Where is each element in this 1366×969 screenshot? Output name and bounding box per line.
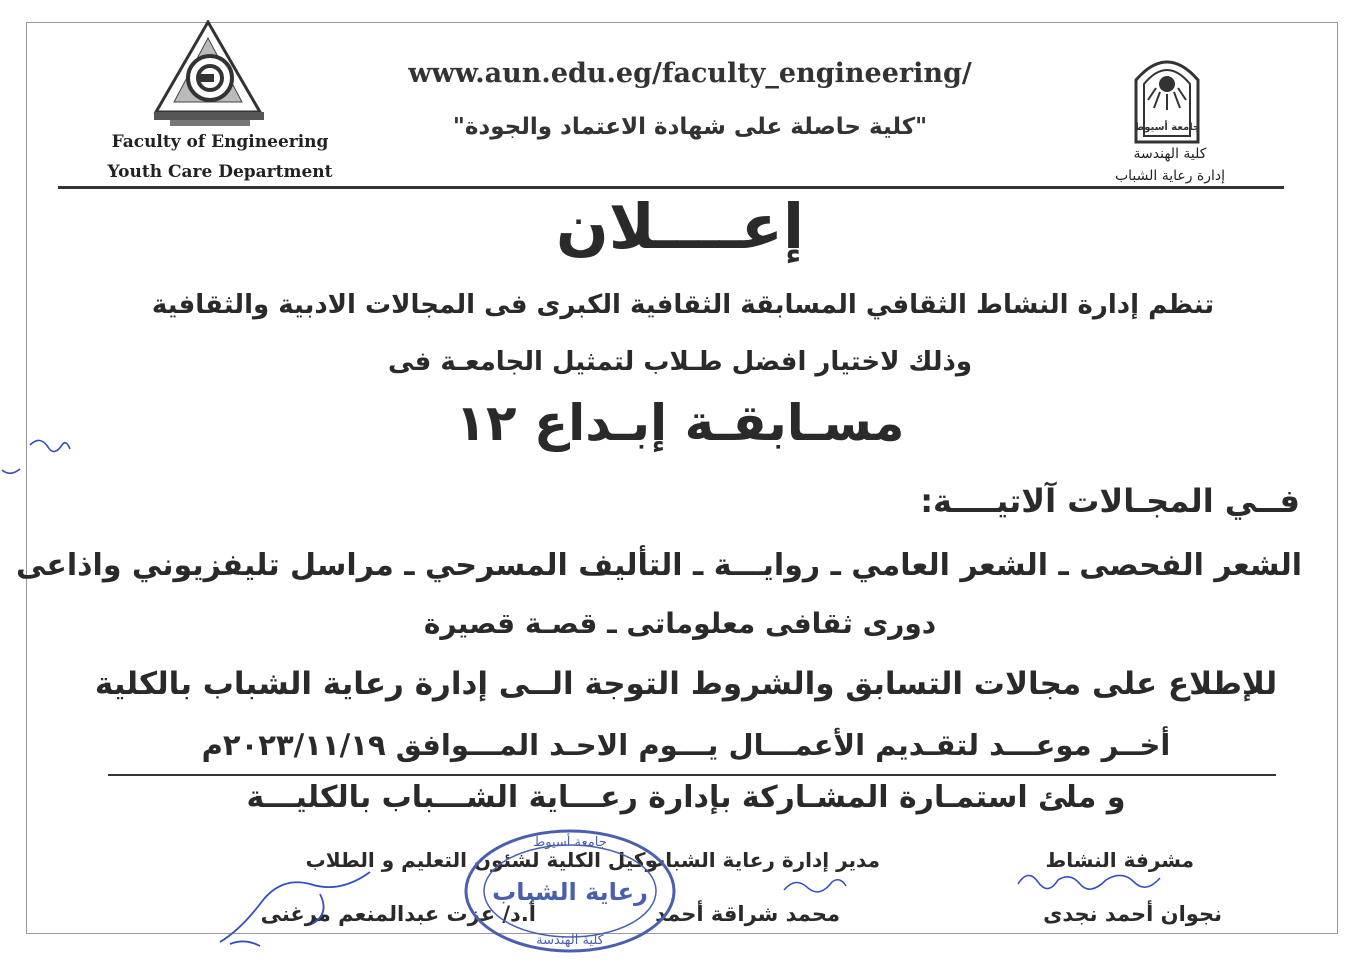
deadline-line: أخــر موعـــد لتقـديم الأعمـــال يـــوم الاحـد المـــوافق ٢٠٢٣/١١/١٩م	[201, 728, 1171, 762]
department-name-ar: إدارة رعاية الشباب	[1114, 168, 1226, 184]
signature-name-supervisor: نجوان أحمد نجدى	[1043, 902, 1222, 926]
info-line: للإطلاع على مجالات التسابق والشروط التوجة الــى إدارة رعاية الشباب بالكلية	[94, 666, 1278, 702]
supervisor-signature	[1010, 862, 1170, 902]
fields-heading: فــي المجـالات آلاتيــــة:	[920, 482, 1300, 520]
announcement-line-1: تنظم إدارة النشاط الثقافي المسابقة الثقافية الكبرى فى المجالات الادبية والثقافية	[151, 290, 1215, 320]
department-name-en: Youth Care Department	[107, 162, 333, 182]
signature-title-supervisor: مشرفة النشاط	[1045, 848, 1194, 872]
fields-list-line-2: دورى ثقافى معلوماتى ـ قصـة قصيرة	[423, 607, 937, 640]
deadline-underline	[108, 774, 1276, 776]
stamp-outer-text: جامعة أسيوط	[533, 835, 607, 850]
header-divider	[58, 186, 1284, 189]
fields-list-line-1: الشعر الفحصى ـ الشعر العامي ـ روايـــة ـ التأليف المسرحي ـ مراسل تليفزيوني واذاعى	[16, 548, 1302, 583]
faculty-engineering-logo	[150, 20, 270, 135]
announcement-title: إعــــلان	[555, 190, 805, 263]
vice-dean-signature	[200, 864, 380, 954]
director-signature	[780, 872, 850, 902]
accreditation-text: "كلية حاصلة على شهادة الاعتماد والجودة"	[452, 114, 928, 140]
competition-name: مسـابقـة إبـداع ١٢	[455, 394, 905, 452]
faculty-name-ar: كلية الهندسة	[1133, 146, 1207, 162]
official-stamp	[460, 826, 680, 956]
signature-name-vice-dean: أ.د/ عزت عبدالمنعم مرغنى	[260, 902, 536, 926]
stamp-center-text: رعاية الشباب	[492, 878, 648, 906]
assiut-university-logo	[1132, 50, 1202, 146]
signature-title-vice-dean: وكيل الكلية لشئون التعليم و الطلاب	[305, 848, 658, 872]
website-url: www.aun.edu.eg/faculty_engineering/	[408, 58, 972, 89]
signature-title-youth-director: مدير إدارة رعاية الشباب	[645, 848, 880, 872]
announcement-line-2: وذلك لاختيار افضل طـلاب لتمثيل الجامعـة فى	[387, 347, 973, 377]
faculty-name-en: Faculty of Engineering	[111, 132, 329, 152]
signature-name-youth-director: محمد شراقة أحمد	[655, 902, 840, 926]
fill-form-line: و ملئ استمـارة المشـاركة بإدارة رعـــاية الشـــباب بالكليـــة	[246, 780, 1126, 815]
stamp-bottom-text: كلية الهندسة	[536, 933, 604, 948]
margin-handwriting	[0, 415, 80, 485]
logo-text: جامعة أسيوط	[1133, 122, 1201, 133]
